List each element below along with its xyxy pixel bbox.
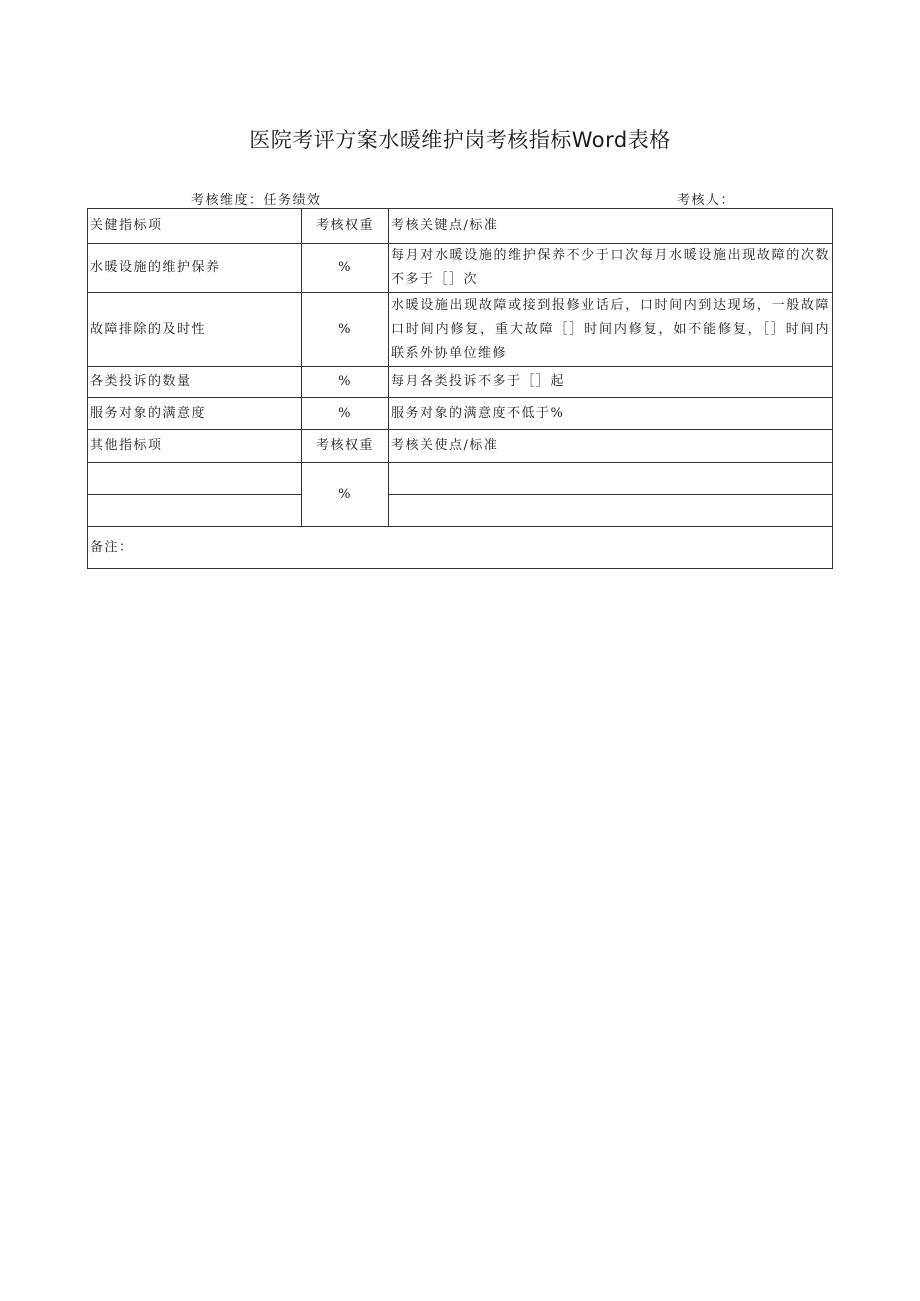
assessment-table [87,208,833,569]
indicator-standard: 每月各类投诉不多于［］起 [389,367,833,398]
indicator-name: 故障排除的及时性 [88,293,302,367]
other-item-cell [88,495,302,527]
indicator-weight: % [302,293,389,367]
key-weight-header: 考核权重 [302,209,389,244]
other-weight-cell: % [302,463,389,527]
indicator-weight: % [302,367,389,398]
other-weight-header: 考核权重 [302,430,389,463]
table-row [88,367,833,398]
indicator-name: 各类投诉的数量 [88,367,302,398]
assessor-label: 考核人： [677,193,736,208]
table-row [88,293,833,367]
table-row [88,495,833,527]
remarks-row [88,527,833,569]
other-header-row [88,430,833,463]
indicator-weight: % [302,244,389,293]
table-row [88,244,833,293]
indicator-standard: 每月对水暖设施的维护保养不少于口次每月水暖设施出现故障的次数不多于［］次 [389,244,833,293]
indicator-name: 水暖设施的维护保养 [88,244,302,293]
assessment-dimension: 考核维度：任务绩效 [191,193,322,208]
key-item-header: 关健指标项 [88,209,302,244]
document-title: 医院考评方案水暖维护岗考核指标Word表格 [249,128,671,152]
other-standard-cell [389,463,833,495]
indicator-standard: 服务对象的满意度不低于% [389,398,833,430]
indicator-name: 服务对象的满意度 [88,398,302,430]
remarks-cell: 备注： [88,527,833,569]
key-header-row [88,209,833,244]
other-standard-cell [389,495,833,527]
other-standard-header: 考核关使点/标准 [389,430,833,463]
table-row [88,398,833,430]
key-standard-header: 考核关键点/标准 [389,209,833,244]
indicator-standard: 水暖设施出现故障或接到报修业话后，口时间内到达现场，一般故障口时间内修复，重大故障［］时间内修复，如不能修复，［］时间内联系外协单位维修 [389,293,833,367]
indicator-weight: % [302,398,389,430]
table-row [88,463,833,495]
other-item-cell [88,463,302,495]
other-item-header: 其他指标项 [88,430,302,463]
